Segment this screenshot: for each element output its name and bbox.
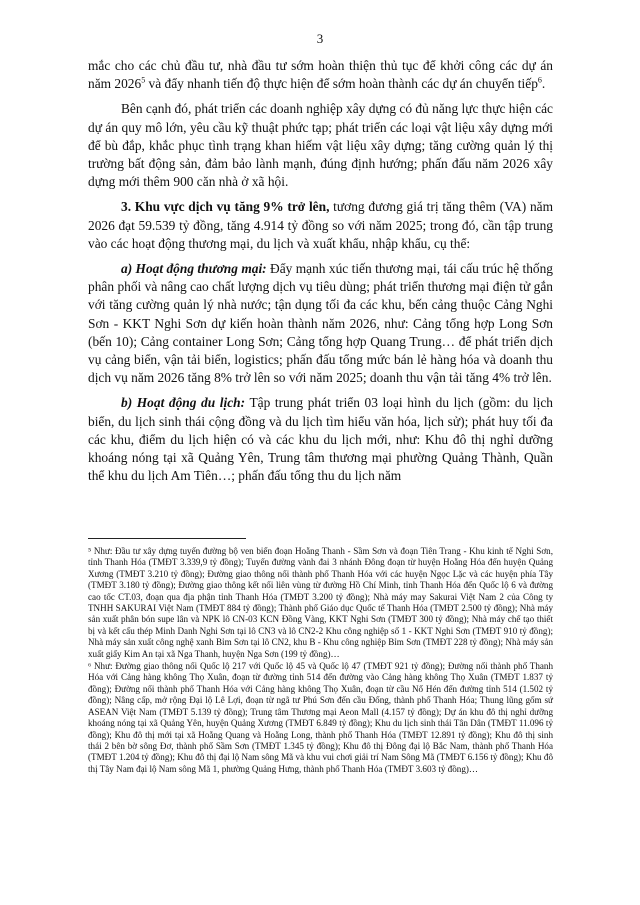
paragraph-trade bbox=[88, 260, 553, 387]
footnote-5: ⁵ Như: Đầu tư xây dựng tuyến đường bộ ven biển đoạn Hoằng Thanh - Sầm Sơn và đoạn Tiên Trang - Khu kinh tế Nghi Sơn, tỉnh Thanh Hóa (TMĐT 3.339,9 tỷ đồng); Tuyến đường vành đai 3 nhánh Đông đoạn từ huyện Hoằng Hóa đến huyện Quảng Xương (TMĐT 3.210 tỷ đồng); Đường giao thông nối thành phố Thanh Hóa với các huyện Ngọc Lặc và các huyện phía Tây (TMĐT 3.180 tỷ đồng); Đường giao thông kết nối liên vùng từ đường Hồ Chí Minh, tỉnh Thanh Hóa đến Quốc lộ 6 và đường cao tốc CT.03, đoạn qua địa phận tỉnh Thanh Hóa (TMĐT 3.200 tỷ đồng); Nhà máy may Sakurai Việt Nam 2 của Công ty TNHH SAKURAI Việt Nam (TMĐT 884 tỷ đồng); Thành phố Giáo dục Quốc tế Thanh Hóa (TMĐT 2.500 tỷ đồng); Nhà máy sản xuất phân bón supe lân và NPK lô CN-03 KCN Đồng Vàng, KKT Nghi Sơn (TMĐT 300 tỷ đồng); Nhà máy chế tạo thiết bị và kết cấu thép Minh Danh Nghi Sơn tại lô CN3 và lô CN2-2 Khu công nghiệp số 1 - KKT Nghi Sơn (TMĐT 910 tỷ đồng); Nhà máy sản xuất công nghệ xanh Bỉm Sơn tại lô CN2, khu B - Khu công nghiệp Bỉm Sơn (TMĐT 228 tỷ đồng); Nhà máy sản xuất giấy Kim An tại xã Nga Thanh, huyện Nga Sơn (199 tỷ đồng)… bbox=[88, 546, 553, 659]
footnote-ref-6[interactable]: 6 bbox=[537, 75, 542, 85]
trade-heading: a) Hoạt động thương mại: bbox=[121, 261, 267, 277]
paragraph-1-end: . bbox=[541, 76, 546, 92]
footnotes bbox=[88, 546, 553, 775]
footnote-ref-5[interactable]: 5 bbox=[141, 75, 146, 85]
tourism-text: Tập trung phát triển 03 loại hình du lịch (gồm: du lịch biển, du lịch sinh thái cộng đồng và du lịch tìm hiểu văn hóa, lịch sử); phát huy tối đa các khu, điểm du lịch hiện có và các khu du lịch mới, như: Khu đô thị nghỉ dưỡng khoáng nóng tại xã Quảng Yên, Trung tâm thương mại phường Quảng Thành, Quần thể khu du lịch Am Tiên…; phấn đấu tổng thu du lịch năm bbox=[88, 395, 553, 484]
tourism-heading: b) Hoạt động du lịch: bbox=[121, 395, 246, 411]
paragraph-services bbox=[88, 198, 553, 253]
page-number: 3 bbox=[316, 31, 324, 46]
paragraph-1-text-b: và đẩy nhanh tiến độ thực hiện để sớm hoàn thành các dự án chuyển tiếp bbox=[145, 76, 538, 92]
paragraph-construction: Bên cạnh đó, phát triển các doanh nghiệp xây dựng có đủ năng lực thực hiện các dự án quy mô lớn, yêu cầu kỹ thuật phức tạp; phát triển các loại vật liệu xây dựng mới để bù đắp, khắc phục tình trạng khan hiếm vật liệu xây dựng; tăng cường quản lý thị trường bất động sản, đảm bảo lành mạnh, đúng định hướng; phấn đấu năm 2026 xây dựng mới thêm 900 căn nhà ở xã hội. bbox=[88, 101, 553, 190]
trade-text: Đẩy mạnh xúc tiến thương mại, tái cấu trúc hệ thống phân phối và nâng cao chất lượng dịch vụ tiêu dùng; phát triển thương mại điện tử gắn với tăng cường quản lý nhà nước; tận dụng tối đa các khu, bến cảng thuộc Cảng Nghi Sơn - KKT Nghi Sơn dự kiến hoàn thành năm 2026, như: Cảng tổng hợp Long Sơn (bến 10); Cảng container Long Sơn; Cảng tổng hợp Quang Trung… để phát triển dịch vụ cảng biển, vận tải biển, logistics; phấn đấu tổng mức bán lẻ hàng hóa và doanh thu dịch vụ năm 2026 tăng 8% trở lên so với năm 2025; doanh thu vận tải tăng 4% trở lên. bbox=[88, 261, 553, 386]
paragraph-continuation bbox=[88, 57, 553, 93]
paragraph-1-text: mắc cho các chủ đầu tư, nhà đầu tư sớm hoàn thiện thủ tục để khởi công các dự án năm 2026 bbox=[88, 58, 553, 92]
footnote-separator bbox=[88, 538, 246, 539]
section-3-text: tương đương giá trị tăng thêm (VA) năm 2026 đạt 59.539 tỷ đồng, tăng 4.914 tỷ đồng so với năm 2025; trong đó, cần tập trung vào các hoạt động thương mại, du lịch và xuất khẩu, nhập khẩu, cụ thể: bbox=[88, 199, 553, 251]
paragraph-tourism bbox=[88, 394, 553, 485]
section-3-heading: 3. Khu vực dịch vụ tăng 9% trở lên, bbox=[121, 199, 330, 215]
body-text bbox=[88, 57, 553, 492]
footnote-6: ⁶ Như: Đường giao thông nối Quốc lộ 217 với Quốc lộ 45 và Quốc lộ 47 (TMĐT 921 tỷ đồng); Đường nối thành phố Thanh Hóa với Cảng hàng không Thọ Xuân, đoạn từ đường tỉnh 514 đến đường vào Cảng hàng không Thọ Xuân (TMĐT 1.837 tỷ đồng); Đường nối thành phố Thanh Hóa với Cảng hàng không Thọ Xuân, đoạn từ cầu Nổ Hén đến đường tỉnh 514 (1.502 tỷ đồng); Nâng cấp, mở rộng Đại lộ Lê Lợi, đoạn từ ngã tư Phú Sơn đến cầu Đống, thành phố Thanh Hóa; Thung lũng gốm sứ ASEAN Việt Nam (TMĐT 5.139 tỷ đồng); Trung tâm Thương mại Aeon Mall (4.157 tỷ đồng); Dự án khu đô thị nghỉ dưỡng khoáng nóng tại xã Quảng Yên, huyện Quảng Xương (TMĐT 6.849 tỷ đồng); Khu du lịch sinh thái Tân Dân (TMĐT 11.096 tỷ đồng); Khu đô thị mới tại xã Hoằng Quang và Hoằng Long, thành phố Thanh Hóa (TMĐT 12.891 tỷ đồng); Khu đô thị sinh thái 2 bên bờ sông Đơ, thành phố Sầm Sơn (TMĐT 1.345 tỷ đồng); Khu đô thị Đông đại lộ Bắc Nam, thành phố Thanh Hóa (TMĐT 1.204 tỷ đồng); Khu đô thị đại lộ Nam sông Mã và khu vui chơi giải trí Nam Sông Mã (TMĐT 6.156 tỷ đồng); Khu đô thị Tây Nam đại lộ Nam sông Mã 1, phường Quảng Hưng, thành phố Thanh Hóa (TMĐT 3.603 tỷ đồng)… bbox=[88, 661, 553, 774]
